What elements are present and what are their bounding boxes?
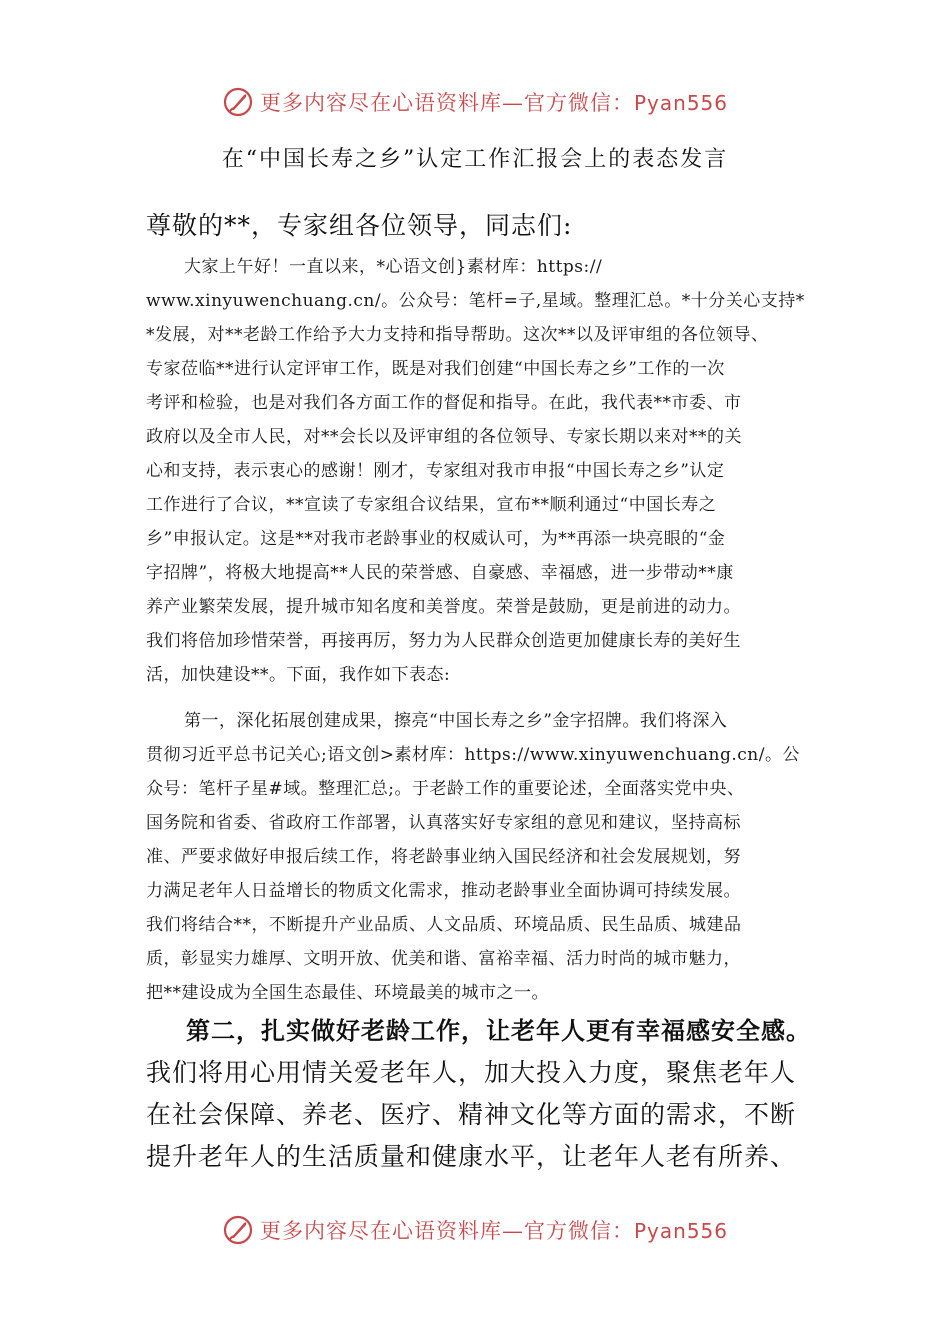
banner-text: 更多内容尽在心语资料库—官方微信：Pyan556 <box>259 1219 728 1243</box>
footer-banner <box>0 1212 950 1248</box>
salutation: 尊敬的**，专家组各位领导，同志们: <box>146 211 573 240</box>
text-line: www.xinyuwenchuang.cn/。公众号：笔杆=子,星域。整理汇总。*十分关心支持* <box>146 291 805 311</box>
text-line: 活，加快建设**。下面，我作如下表态: <box>146 665 451 685</box>
text-line: 养产业繁荣发展，提升城市知名度和美誉度。荣誉是鼓励，更是前进的动力。 <box>146 597 741 617</box>
text-line: 我们将倍加珍惜荣誉，再接再厉，努力为人民群众创造更加健康长寿的美好生 <box>146 631 741 651</box>
banner-text: 更多内容尽在心语资料库—官方微信：Pyan556 <box>259 91 728 115</box>
text-line: 国务院和省委、省政府工作部署，认真落实好专家组的意见和建议，坚持高标 <box>146 813 741 833</box>
paragraph-opening <box>146 250 816 692</box>
text-line: 提升老年人的生活质量和健康水平，让老年人老有所养、 <box>146 1142 797 1171</box>
text-line: 贯彻习近平总书记关心;语文创>素材库：https://www.xinyuwenchuang.cn/。公 <box>146 745 800 765</box>
text-line: 专家莅临**进行认定评审工作，既是对我们创建“中国长寿之乡”工作的一次 <box>146 359 725 379</box>
document-title: 在“中国长寿之乡”认定工作汇报会上的表态发言 <box>221 147 729 172</box>
text-line: 把**建设成为全国生态最佳、环境最美的城市之一。 <box>146 983 549 1003</box>
quill-pen-icon <box>222 86 254 118</box>
text-line: 第一，深化拓展创建成果，擦亮“中国长寿之乡”金字招牌。我们将深入 <box>184 711 728 731</box>
text-line: 在社会保障、养老、医疗、精神文化等方面的需求，不断 <box>146 1100 797 1129</box>
text-line: 我们将结合**，不断提升产业品质、人文品质、环境品质、民生品质、城建品 <box>146 915 742 935</box>
paragraph-first-point <box>146 704 816 1010</box>
text-line: 乡”申报认定。这是**对我市老龄事业的权威认可，为**再添一块亮眼的“金 <box>146 529 726 549</box>
text-line: *发展，对**老龄工作给予大力支持和指导帮助。这次**以及评审组的各位领导、 <box>146 325 769 345</box>
text-line: 众号：笔杆子星#域。整理汇总;。于老龄工作的重要论述，全面落实党中央、 <box>146 779 745 799</box>
banner-wechat-id: Pyan556 <box>633 1219 728 1243</box>
text-line: 准、严要求做好申报后续工作，将老龄事业纳入国民经济和社会发展规划，努 <box>146 847 741 867</box>
text-line: 力满足老年人日益增长的物质文化需求，推动老龄事业全面协调可持续发展。 <box>146 881 741 901</box>
header-banner <box>0 84 950 120</box>
paragraph-second-point <box>146 1010 826 1178</box>
text-line: 大家上午好！一直以来，*心语文创}素材库：https:// <box>184 257 603 277</box>
banner-wechat-id: Pyan556 <box>633 91 728 115</box>
text-line: 工作进行了合议，**宣读了专家组合议结果，宣布**顺利通过“中国长寿之 <box>146 495 717 515</box>
text-line: 字招牌”，将极大地提高**人民的荣誉感、自豪感、幸福感，进一步带动**康 <box>146 563 734 583</box>
quill-pen-icon <box>222 1214 254 1246</box>
text-line: 政府以及全市人民，对**会长以及评审组的各位领导、专家长期以来对**的关 <box>146 427 742 447</box>
section-heading: 第二，扎实做好老龄工作，让老年人更有幸福感安全感。 <box>186 1016 811 1045</box>
text-line: 质，彰显实力雄厚、文明开放、优美和谐、富裕幸福、活力时尚的城市魅力， <box>146 949 741 969</box>
text-line: 考评和检验，也是对我们各方面工作的督促和指导。在此，我代表**市委、市 <box>146 393 742 413</box>
text-line: 心和支持，表示衷心的感谢！刚才，专家组对我市申报“中国长寿之乡”认定 <box>146 461 725 481</box>
text-line: 我们将用心用情关爱老年人，加大投入力度，聚焦老年人 <box>146 1058 797 1087</box>
